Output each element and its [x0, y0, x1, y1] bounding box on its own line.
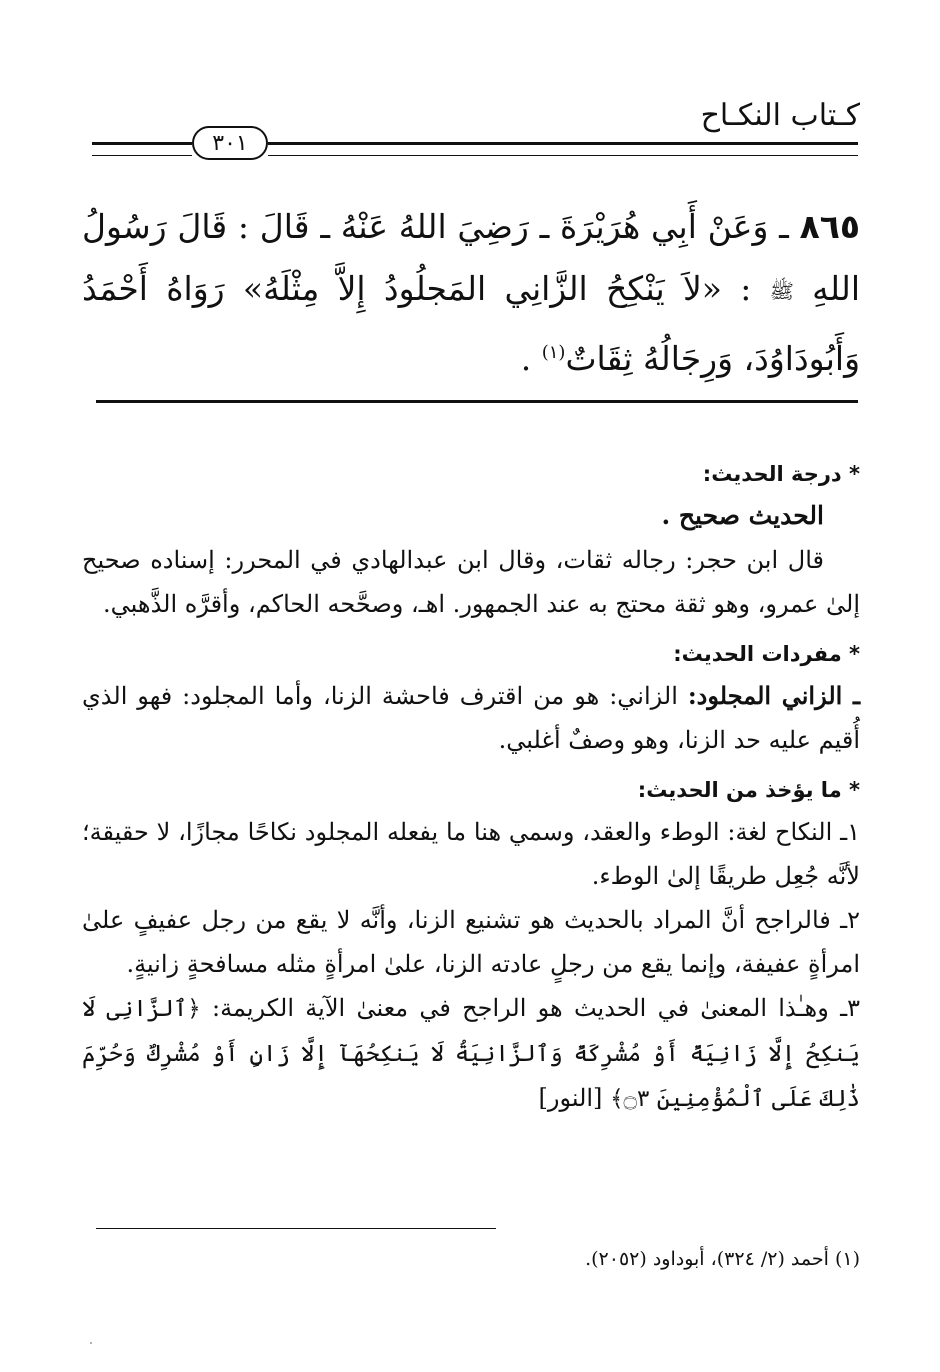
vocab-heading: * مفردات الحديث:: [673, 642, 860, 666]
scan-speck: [90, 1342, 92, 1344]
hadith-text: [82, 196, 860, 390]
footnote-divider: [96, 1228, 496, 1229]
header-rule-left: [92, 142, 192, 156]
hadith-line-1: ـ وَعَنْ أَبِي هُرَيْرَةَ ـ رَضِيَ اللهُ عَنْهُ ـ قَالَ : قَالَ رَسُولُ اللهِ: [82, 207, 860, 308]
vocab-entry: [82, 674, 860, 762]
hadith-divider: [96, 400, 858, 403]
vocab-term: ـ الزاني المجلود:: [687, 681, 860, 710]
page-number-badge: ٣٠١: [192, 126, 268, 160]
salawat-icon: ﷺ: [769, 279, 794, 303]
lesson-3-intro: ٣ـ وهـٰذا المعنىٰ في الحديث هو الراجح في معنىٰ الآية الكريمة:: [200, 994, 860, 1022]
hadith-end: .: [520, 339, 542, 378]
grade-text: قال ابن حجر: رجاله ثقات، وقال ابن عبدالهادي في المحرر: إسناده صحيح إلىٰ عمرو، وهو ثقة محتج به عند الجمهور. اهـ، وصحَّحه الحاكم، وأقرَّه الذَّهبي.: [82, 546, 860, 618]
grade-heading: * درجة الحديث:: [702, 462, 860, 486]
running-title: كـتاب النكـاح: [700, 98, 860, 133]
commentary: [82, 446, 860, 1121]
hadith-line-2: : «لاَ يَنْكِحُ الزَّانِي المَجلُودُ إِلاَّ مِثْلَهُ» رَوَاهُ أَحْمَدُ وَأَبُودَاوُدَ،: [82, 269, 860, 378]
vocab-text: الزاني: هو من اقترف فاحشة الزنا، وأما المجلود: فهو الذي أُقيم عليه حد الزنا، وهو وصفٌ أغلبي.: [82, 682, 860, 754]
lesson-2: ٢ـ فالراجح أنَّ المراد بالحديث هو تشنيع الزنا، وأنَّه لا يقع من رجل عفيفٍ علىٰ امرأةٍ عفيفة، وإنما يقع من رجلٍ عادته الزنا، علىٰ امرأةٍ مثله مسافحةٍ زانيةٍ.: [82, 906, 860, 978]
lessons-heading: * ما يؤخذ من الحديث:: [637, 778, 860, 802]
footnote: (١) أحمد (٢/ ٣٢٤)، أبوداود (٢٠٥٢).: [585, 1248, 860, 1270]
quran-verse: ﴿ٱلزَّانِى لَا يَنكِحُ إِلَّا زَانِيَةً أَوْ مُشْرِكَةً وَٱلزَّانِيَةُ لَا يَنكِحُهَآ إِلَّا زَانٍ أَوْ مُشْرِكٌ وَحُرِّمَ ذَٰلِكَ عَلَى ٱلْمُؤْمِنِينَ ۝٣﴾: [82, 996, 860, 1112]
footnote-ref: (١): [541, 342, 566, 363]
lesson-1: ١ـ النكاح لغة: الوطء والعقد، وسمي هنا ما يفعله المجلود نكاحًا مجازًا، لا حقيقة؛ لأنَّه جُعِل طريقًا إلىٰ الوطء.: [82, 818, 860, 890]
lesson-3: [82, 986, 860, 1121]
hadith-number: ٨٦٥: [799, 207, 860, 246]
surah-reference: [النور]: [538, 1084, 611, 1112]
hadith-line-3: وَرِجَالُهُ ثِقَاتٌ: [565, 339, 734, 378]
grade-value: الحديث صحيح .: [661, 501, 824, 530]
header-rule-right: [268, 142, 858, 156]
